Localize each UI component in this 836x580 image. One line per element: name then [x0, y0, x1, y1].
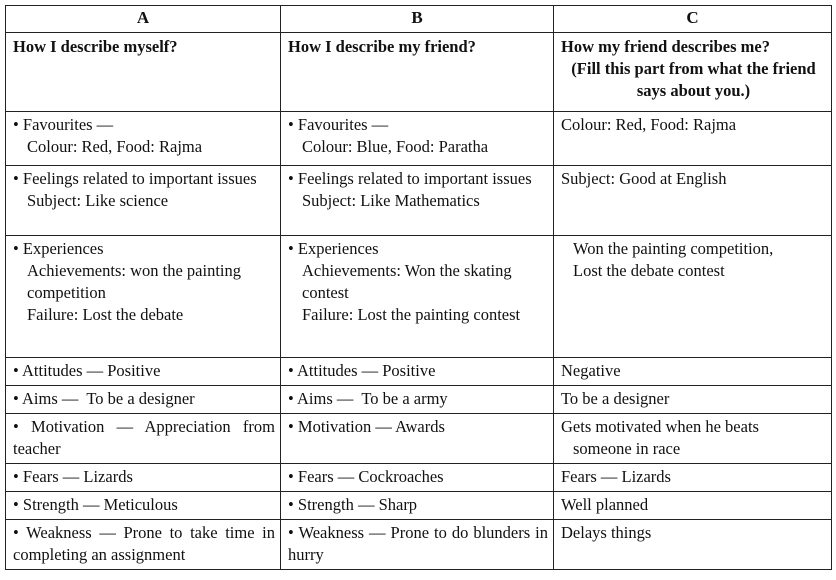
column-header-c: [554, 33, 832, 112]
header-c-text: How my friend describes me?: [561, 37, 770, 56]
column-letter-b: B: [281, 6, 554, 33]
cell-line: • Attitudes — Positive: [288, 361, 436, 380]
column-header-b: [281, 33, 554, 112]
cell-line: Lost the debate contest: [573, 261, 725, 280]
table-row: [6, 358, 832, 386]
table-row: [6, 520, 832, 570]
cell-c: [554, 386, 832, 414]
table-row: [6, 236, 832, 358]
cell-c: [554, 414, 832, 464]
cell-a: [6, 520, 281, 570]
cell-line: Subject: Like Mathematics: [302, 191, 480, 210]
cell-line: Colour: Blue, Food: Paratha: [302, 137, 489, 156]
cell-line: To be a designer: [561, 389, 670, 408]
cell-b: [281, 358, 554, 386]
cell-line: Subject: Like science: [27, 191, 169, 210]
column-header-row: [6, 33, 832, 112]
cell-b: [281, 236, 554, 358]
cell-line: • Experiences: [13, 239, 104, 258]
cell-line: • Aims — To be a army: [288, 389, 448, 408]
cell-c: [554, 464, 832, 492]
cell-line: Subject: Good at English: [561, 169, 727, 188]
cell-line: Failure: Lost the painting contest: [302, 305, 521, 324]
cell-a: [6, 236, 281, 358]
cell-c: [554, 358, 832, 386]
table-row: [6, 414, 832, 464]
cell-b: [281, 492, 554, 520]
cell-line: • Feelings related to important issues: [13, 169, 257, 188]
cell-line: Fears — Lizards: [561, 467, 671, 486]
cell-c: [554, 520, 832, 570]
cell-line: Well planned: [561, 495, 649, 514]
table-row: [6, 112, 832, 166]
cell-line: • Weakness — Prone to take time in completing an assignment: [13, 523, 275, 564]
cell-b: [281, 520, 554, 570]
cell-a: [6, 112, 281, 166]
cell-b: [281, 112, 554, 166]
column-header-a: [6, 33, 281, 112]
cell-c: [554, 112, 832, 166]
table-row: [6, 464, 832, 492]
header-a-text: How I describe myself?: [13, 37, 178, 56]
cell-c: [554, 492, 832, 520]
column-letter-c: C: [554, 6, 832, 33]
cell-line: • Aims — To be a designer: [13, 389, 195, 408]
header-c-note: (Fill this part from what the friend says about you.): [571, 59, 816, 100]
cell-b: [281, 464, 554, 492]
table-row: [6, 492, 832, 520]
cell-line: someone in race: [573, 439, 681, 458]
self-description-table: [5, 5, 832, 570]
cell-a: [6, 166, 281, 236]
header-b-text: How I describe my friend?: [288, 37, 476, 56]
cell-line: • Fears — Cockroaches: [288, 467, 444, 486]
table-row: [6, 166, 832, 236]
column-letter-a: A: [6, 6, 281, 33]
cell-c: [554, 236, 832, 358]
cell-a: [6, 414, 281, 464]
table-row: [6, 386, 832, 414]
cell-line: • Weakness — Prone to do blunders in hurry: [288, 523, 548, 564]
cell-c: [554, 166, 832, 236]
cell-b: [281, 414, 554, 464]
cell-line: • Experiences: [288, 239, 379, 258]
cell-line: Gets motivated when he beats: [561, 417, 759, 436]
cell-line: • Attitudes — Positive: [13, 361, 161, 380]
cell-line: Colour: Red, Food: Rajma: [27, 137, 203, 156]
cell-line: • Favourites —: [288, 115, 389, 134]
cell-line: Achievements: Won the skating contest: [302, 261, 512, 302]
cell-a: [6, 464, 281, 492]
cell-a: [6, 492, 281, 520]
cell-line: • Fears — Lizards: [13, 467, 133, 486]
cell-b: [281, 166, 554, 236]
cell-line: • Strength — Sharp: [288, 495, 418, 514]
cell-line: Achievements: won the painting competition: [27, 261, 241, 302]
column-letter-row: [6, 6, 832, 33]
cell-line: • Strength — Meticulous: [13, 495, 178, 514]
cell-line: Delays things: [561, 523, 652, 542]
cell-line: Failure: Lost the debate: [27, 305, 184, 324]
cell-line: • Motivation — Awards: [288, 417, 445, 436]
cell-line: Negative: [561, 361, 621, 380]
cell-line: • Favourites —: [13, 115, 114, 134]
cell-line: Colour: Red, Food: Rajma: [561, 115, 737, 134]
cell-line: • Motivation — Appreciation from teacher: [13, 417, 275, 458]
cell-b: [281, 386, 554, 414]
cell-a: [6, 386, 281, 414]
cell-line: • Feelings related to important issues: [288, 169, 532, 188]
cell-a: [6, 358, 281, 386]
cell-line: Won the painting competition,: [573, 239, 774, 258]
